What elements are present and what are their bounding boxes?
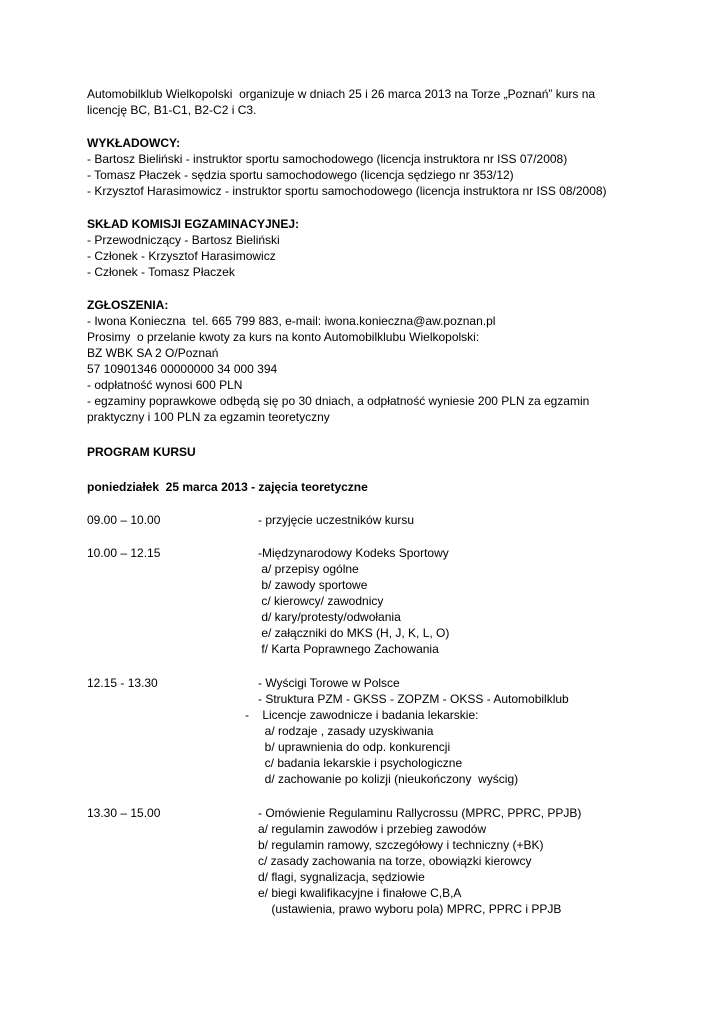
committee-item: - Członek - Krzysztof Harasimowicz <box>87 249 276 263</box>
schedule-time: 09.00 – 10.00 <box>87 513 161 527</box>
schedule-item: b/ zawody sportowe <box>258 578 368 592</box>
schedule-item: c/ zasady zachowania na torze, obowiązki kierowcy <box>258 854 532 868</box>
applications-heading: ZGŁOSZENIA: <box>87 298 169 312</box>
schedule-item: d/ zachowanie po kolizji (nieukończony wyścig) <box>258 772 519 786</box>
intro-line-1: Automobilklub Wielkopolski organizuje w dniach 25 i 26 marca 2013 na Torze „Poznań” kurs na <box>87 87 596 101</box>
schedule-item: a/ rodzaje , zasady uzyskiwania <box>258 724 434 738</box>
schedule-item: c/ kierowcy/ zawodnicy <box>258 594 384 608</box>
applications-account-number: 57 10901346 00000000 34 000 394 <box>87 362 278 376</box>
schedule-item: d/ kary/protesty/odwołania <box>258 610 401 624</box>
schedule-item: (ustawienia, prawo wyboru pola) MPRC, PPRC i PPJB <box>258 902 562 916</box>
committee-item: - Przewodniczący - Bartosz Bieliński <box>87 233 280 247</box>
committee-item: - Członek - Tomasz Płaczek <box>87 265 235 279</box>
applications-transfer-request: Prosimy o przelanie kwoty za kurs na konto Automobilklubu Wielkopolski: <box>87 330 480 344</box>
schedule-item: a/ przepisy ogólne <box>258 562 359 576</box>
applications-retake-info: - egzaminy poprawkowe odbędą się po 30 dniach, a odpłatność wyniesie 200 PLN za egzamin <box>87 394 590 408</box>
schedule-time: 10.00 – 12.15 <box>87 546 161 560</box>
lecturer-item: - Tomasz Płaczek - sędzia sportu samochodowego (licencja sędziego nr 353/12) <box>87 168 514 182</box>
schedule-item: e/ biegi kwalifikacyjne i finałowe C,B,A <box>258 886 462 900</box>
committee-heading: SKŁAD KOMISJI EGZAMINACYJNEJ: <box>87 217 300 231</box>
schedule-item: - Omówienie Regulaminu Rallycrossu (MPRC, PPRC, PPJB) <box>258 806 582 820</box>
schedule-item: b/ uprawnienia do odp. konkurencji <box>258 740 451 754</box>
applications-bank-name: BZ WBK SA 2 O/Poznań <box>87 346 219 360</box>
schedule-item: - Struktura PZM - GKSS - ZOPZM - OKSS - Automobilklub <box>258 692 569 706</box>
schedule-item: a/ regulamin zawodów i przebieg zawodów <box>258 822 487 836</box>
lecturer-item: - Bartosz Bieliński - instruktor sportu samochodowego (licencja instruktora nr ISS 07/2008) <box>87 152 568 166</box>
schedule-item: b/ regulamin ramowy, szczegółowy i techniczny (+BK) <box>258 838 544 852</box>
applications-retake-info-cont: praktyczny i 100 PLN za egzamin teoretyczny <box>87 410 330 424</box>
lecturers-heading: WYKŁADOWCY: <box>87 136 181 150</box>
schedule-time: 13.30 – 15.00 <box>87 806 161 820</box>
applications-contact: - Iwona Konieczna tel. 665 799 883, e-mail: iwona.konieczna@aw.poznan.pl <box>87 314 496 328</box>
schedule-time: 12.15 - 13.30 <box>87 676 158 690</box>
program-day-heading: poniedziałek 25 marca 2013 - zajęcia teoretyczne <box>87 480 368 494</box>
lecturer-item: - Krzysztof Harasimowicz - instruktor sportu samochodowego (licencja instruktora nr ISS 08/2008) <box>87 184 607 198</box>
schedule-item: f/ Karta Poprawnego Zachowania <box>258 642 439 656</box>
schedule-item: - przyjęcie uczestników kursu <box>258 513 415 527</box>
program-heading: PROGRAM KURSU <box>87 445 196 459</box>
schedule-item: - Licencje zawodnicze i badania lekarskie: <box>245 708 479 722</box>
schedule-item: d/ flagi, sygnalizacja, sędziowie <box>258 870 425 884</box>
schedule-item: - Wyścigi Torowe w Polsce <box>258 676 400 690</box>
applications-fee: - odpłatność wynosi 600 PLN <box>87 378 243 392</box>
intro-line-2: licencję BC, B1-C1, B2-C2 i C3. <box>87 103 257 117</box>
schedule-item: e/ załączniki do MKS (H, J, K, L, O) <box>258 626 450 640</box>
schedule-item: c/ badania lekarskie i psychologiczne <box>258 756 463 770</box>
schedule-item: -Międzynarodowy Kodeks Sportowy <box>258 546 449 560</box>
